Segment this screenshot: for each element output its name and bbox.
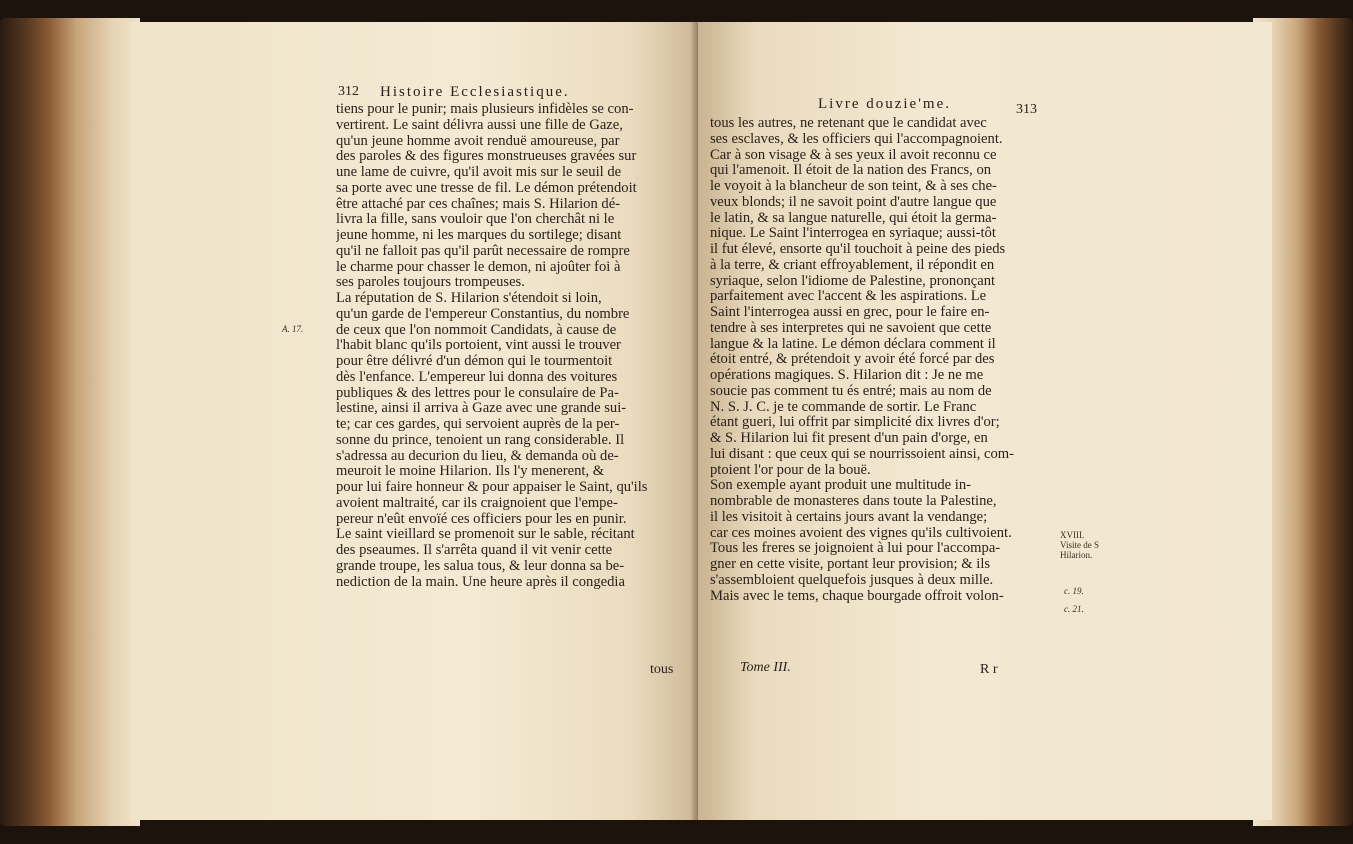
text-line: N. S. J. C. je te commande de sortir. Le Franc (710, 399, 977, 415)
text-line: étant gueri, lui offrit par simplicité dix livres d'or; (710, 415, 1000, 431)
text-line: qu'il ne falloit pas qu'il parût necessaire de rompre (336, 243, 630, 259)
margin-note-chapter-a: c. 19. (1064, 586, 1084, 596)
margin-note-line: Hilarion. (1060, 550, 1093, 560)
text-line: il fut élevé, ensorte qu'il touchoit à peine des pieds (710, 242, 1006, 257)
text-line: pour lui faire honneur & pour appaiser le Saint, qu'ils (336, 480, 648, 495)
volume-footer: Tome III. (740, 660, 791, 675)
catchword: tous (650, 662, 674, 677)
text-line: lestine, ainsi il arriva à Gaze avec une grande sui- (336, 401, 627, 417)
right-page-text (710, 116, 1052, 604)
text-line: jeune homme, ni les marques du sortilege; disant (336, 228, 622, 243)
text-line: & S. Hilarion lui fit present d'un pain d'orge, en (710, 431, 988, 446)
text-line: sa porte avec une tresse de fil. Le démon prétendoit (336, 180, 637, 196)
text-line: qu'un jeune homme avoit renduë amoureuse, par (336, 133, 620, 149)
text-line: le voyoit à la blancheur de son teint, & à ses che- (710, 179, 997, 194)
text-line: Tous les freres se joignoient à lui pour l'accompa- (710, 541, 1001, 557)
right-page (698, 22, 1272, 820)
text-line: ses paroles toujours trompeuses. (336, 275, 525, 291)
running-head-left: Histoire Ecclesiastique. (380, 84, 570, 100)
text-line: à la terre, & criant effroyablement, il répondit en (710, 257, 995, 273)
text-line: nombrable de monasteres dans toute la Palestine, (710, 494, 997, 509)
text-line: meuroit le moine Hilarion. Ils l'y menerent, & (336, 464, 605, 480)
text-line: pereur n'eût envoïé ces officiers pour les en punir. (336, 511, 627, 527)
text-line: nediction de la main. Une heure après il congedia (336, 574, 625, 590)
text-line: avoient maltraité, car ils craignoient que l'empe- (336, 495, 618, 511)
text-line: opérations magiques. S. Hilarion dit : Je ne me (710, 368, 984, 383)
text-line: être attaché par ces chaînes; mais S. Hilarion dé- (336, 196, 621, 212)
text-line: qui l'amenoit. Il étoit de la nation des Francs, on (710, 163, 992, 179)
text-line: vertirent. Le saint délivra aussi une fille de Gaze, (336, 117, 623, 133)
text-line: il les visitoit à certains jours avant la vendange; (710, 509, 988, 525)
page-number-left: 312 (338, 84, 359, 99)
text-line: le charme pour chasser le demon, ni ajoûter foi à (336, 259, 621, 275)
text-line: tous les autres, ne retenant que le candidat avec (710, 116, 987, 131)
text-line: dès l'enfance. L'empereur lui donna des voitures (336, 369, 618, 385)
left-page-text (336, 102, 676, 590)
text-line: Son exemple ayant produit une multitude in- (710, 478, 972, 494)
text-line: nique. Le Saint l'interrogea en syriaque; aussi-tôt (710, 226, 996, 242)
book-edge-left (0, 18, 140, 826)
text-line: des paroles & des figures monstrueuses gravées sur (336, 149, 637, 165)
text-line: La réputation de S. Hilarion s'étendoit si loin, (336, 291, 602, 306)
text-line: des pseaumes. Il s'arrêta quand il vit venir cette (336, 543, 613, 558)
text-line: grande troupe, les salua tous, & leur donna sa be- (336, 558, 625, 574)
text-line: s'assembloient quelquefois jusques à deux mille. (710, 572, 994, 588)
running-head-right: Livre douzie'me. (818, 96, 951, 112)
text-line: veux blonds; il ne savoit point d'autre langue que (710, 194, 997, 210)
page-number-right: 313 (1016, 102, 1037, 117)
text-line: te; car ces gardes, qui servoient auprès de la per- (336, 417, 620, 432)
text-line: étoit entré, & prétendoit y avoir été forcé par des (710, 352, 995, 368)
margin-note-line: Visite de S (1060, 540, 1099, 550)
text-line: le latin, & sa langue naturelle, qui étoit la germa- (710, 210, 997, 226)
margin-note-line: XVIII. (1060, 530, 1085, 540)
margin-note-left: A. 17. (282, 324, 304, 334)
text-line: pour être délivré d'un démon qui le tourmentoit (336, 354, 613, 369)
text-line: lui disant : que ceux qui se nourrissoient ainsi, com- (710, 446, 1014, 462)
text-line: tiens pour le punir; mais plusieurs infidèles se con- (336, 102, 634, 117)
text-line: livra la fille, sans vouloir que l'on cherchât ni le (336, 212, 615, 228)
text-line: Mais avec le tems, chaque bourgade offroit volon- (710, 588, 1004, 604)
text-line: publiques & des lettres pour le consulaire de Pa- (336, 385, 619, 401)
left-page (130, 22, 698, 820)
text-line: sonne du prince, tenoient un rang considerable. Il (336, 432, 625, 448)
text-line: syriaque, selon l'idiome de Palestine, prononçant (710, 273, 996, 289)
text-line: ptoient l'or pour de la bouë. (710, 462, 871, 478)
text-line: Saint l'interrogea aussi en grec, pour le faire en- (710, 305, 990, 320)
text-line: ses esclaves, & les officiers qui l'accompagnoient. (710, 131, 1003, 147)
text-line: langue & la latine. Le démon déclara comment il (710, 336, 996, 352)
signature-mark: R r (980, 662, 998, 677)
text-line: Car à son visage & à ses yeux il avoit reconnu ce (710, 147, 997, 163)
text-line: tendre à ses interpretes qui ne savoient que cette (710, 320, 992, 336)
text-line: parfaitement avec l'accent & les aspirations. Le (710, 289, 987, 305)
text-line: une lame de cuivre, qu'il avoit mis sur le seuil de (336, 165, 622, 180)
text-line: Le saint vieillard se promenoit sur le sable, récitant (336, 527, 635, 543)
text-line: car ces moines avoient des vignes qu'ils cultivoient. (710, 525, 1012, 541)
text-line: soucie pas comment tu és entré; mais au nom de (710, 383, 992, 399)
text-line: l'habit blanc qu'ils portoient, vint aussi le trouver (336, 338, 621, 354)
text-line: gner en cette visite, portant leur provision; & ils (710, 557, 991, 572)
text-line: s'adressa au decurion du lieu, & demanda où de- (336, 448, 619, 464)
text-line: de ceux que l'on nommoit Candidats, à cause de (336, 322, 617, 338)
margin-note-chapter-b: c. 21. (1064, 604, 1084, 614)
margin-note-section (1060, 530, 1099, 560)
text-line: qu'un garde de l'empereur Constantius, du nombre (336, 306, 630, 322)
